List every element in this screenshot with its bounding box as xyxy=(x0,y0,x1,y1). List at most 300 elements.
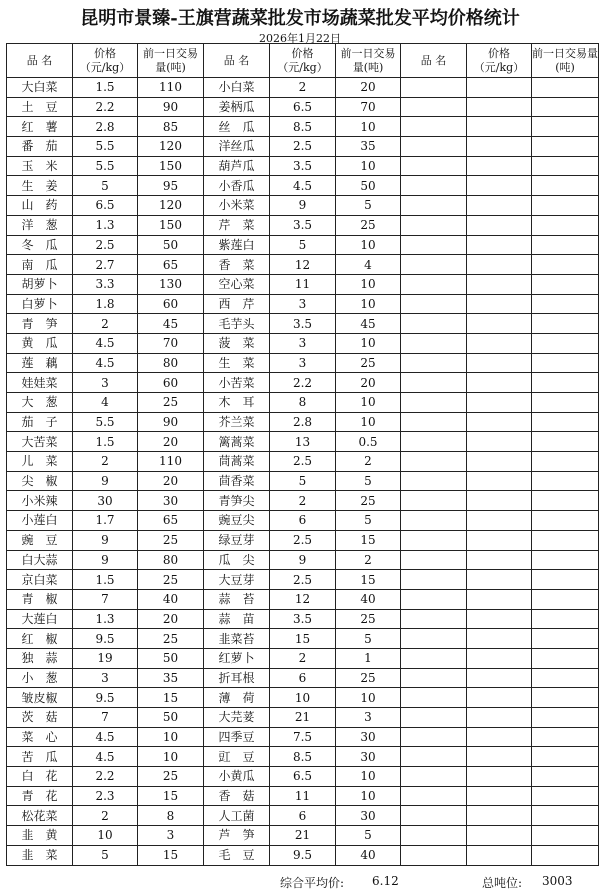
table-row xyxy=(7,570,599,590)
cell-name-2: 小米菜 xyxy=(204,196,270,216)
cell-volume-1: 45 xyxy=(138,314,204,334)
cell-volume-1: 65 xyxy=(138,255,204,275)
cell-volume-1: 130 xyxy=(138,274,204,294)
cell-volume-1: 15 xyxy=(138,786,204,806)
cell-empty-3 xyxy=(532,747,599,767)
table-body xyxy=(7,78,599,866)
table-row xyxy=(7,412,599,432)
table-row xyxy=(7,235,599,255)
cell-price-1: 4.5 xyxy=(73,727,138,747)
header-price-1: 价格（元/kg） xyxy=(73,44,138,78)
cell-price-2: 2 xyxy=(270,78,336,98)
cell-volume-1: 25 xyxy=(138,629,204,649)
cell-price-2: 6 xyxy=(270,806,336,826)
cell-volume-1: 60 xyxy=(138,294,204,314)
cell-name-1: 番 茄 xyxy=(7,137,73,157)
cell-volume-2: 5 xyxy=(336,511,401,531)
cell-name-1: 大莲白 xyxy=(7,609,73,629)
cell-volume-2: 0.5 xyxy=(336,432,401,452)
cell-empty-3 xyxy=(467,570,532,590)
cell-volume-2: 4 xyxy=(336,255,401,275)
cell-empty-3 xyxy=(401,491,467,511)
cell-empty-3 xyxy=(532,629,599,649)
cell-name-1: 青 笋 xyxy=(7,314,73,334)
cell-name-2: 茴香菜 xyxy=(204,471,270,491)
cell-empty-3 xyxy=(401,393,467,413)
cell-empty-3 xyxy=(467,412,532,432)
cell-price-1: 2 xyxy=(73,314,138,334)
cell-name-1: 皱皮椒 xyxy=(7,688,73,708)
cell-name-1: 山 药 xyxy=(7,196,73,216)
cell-empty-3 xyxy=(401,294,467,314)
cell-price-1: 5 xyxy=(73,845,138,865)
cell-volume-2: 5 xyxy=(336,826,401,846)
cell-name-2: 大芫荽 xyxy=(204,708,270,728)
cell-price-1: 2 xyxy=(73,806,138,826)
cell-price-2: 9.5 xyxy=(270,845,336,865)
cell-name-2: 篱蒿菜 xyxy=(204,432,270,452)
cell-name-1: 南 瓜 xyxy=(7,255,73,275)
cell-empty-3 xyxy=(467,452,532,472)
cell-price-1: 5.5 xyxy=(73,412,138,432)
table-row xyxy=(7,668,599,688)
cell-name-2: 木 耳 xyxy=(204,393,270,413)
table-row xyxy=(7,550,599,570)
cell-price-2: 9 xyxy=(270,550,336,570)
cell-empty-3 xyxy=(401,786,467,806)
cell-volume-1: 50 xyxy=(138,235,204,255)
cell-name-1: 韭 菜 xyxy=(7,845,73,865)
cell-price-1: 2.2 xyxy=(73,767,138,787)
cell-name-1: 娃娃菜 xyxy=(7,373,73,393)
cell-name-2: 折耳根 xyxy=(204,668,270,688)
cell-price-1: 19 xyxy=(73,648,138,668)
cell-empty-3 xyxy=(467,373,532,393)
cell-price-2: 2.5 xyxy=(270,530,336,550)
cell-empty-3 xyxy=(467,274,532,294)
cell-empty-3 xyxy=(401,373,467,393)
cell-empty-3 xyxy=(532,333,599,353)
cell-price-2: 12 xyxy=(270,589,336,609)
cell-empty-3 xyxy=(467,609,532,629)
cell-price-1: 2.8 xyxy=(73,117,138,137)
cell-name-1: 独 蒜 xyxy=(7,648,73,668)
table-header-row xyxy=(7,44,599,78)
cell-empty-3 xyxy=(467,668,532,688)
cell-empty-3 xyxy=(401,196,467,216)
cell-empty-3 xyxy=(532,806,599,826)
header-name-3: 品 名 xyxy=(401,44,467,78)
cell-name-2: 芹 菜 xyxy=(204,215,270,235)
cell-volume-2: 10 xyxy=(336,117,401,137)
cell-volume-1: 30 xyxy=(138,491,204,511)
cell-name-2: 豇 豆 xyxy=(204,747,270,767)
cell-empty-3 xyxy=(401,688,467,708)
table-row xyxy=(7,294,599,314)
cell-price-2: 2 xyxy=(270,491,336,511)
header-name-2: 品 名 xyxy=(204,44,270,78)
cell-name-2: 葫芦瓜 xyxy=(204,156,270,176)
table-row xyxy=(7,826,599,846)
cell-name-1: 洋 葱 xyxy=(7,215,73,235)
cell-volume-1: 120 xyxy=(138,137,204,157)
cell-empty-3 xyxy=(401,274,467,294)
cell-volume-1: 20 xyxy=(138,471,204,491)
cell-empty-3 xyxy=(401,668,467,688)
cell-empty-3 xyxy=(532,708,599,728)
cell-name-1: 胡萝卜 xyxy=(7,274,73,294)
cell-name-1: 白 花 xyxy=(7,767,73,787)
cell-empty-3 xyxy=(401,353,467,373)
cell-name-2: 生 菜 xyxy=(204,353,270,373)
cell-empty-3 xyxy=(467,156,532,176)
cell-volume-2: 20 xyxy=(336,78,401,98)
cell-price-2: 6 xyxy=(270,511,336,531)
table-row xyxy=(7,314,599,334)
cell-volume-1: 25 xyxy=(138,393,204,413)
cell-empty-3 xyxy=(401,806,467,826)
cell-volume-2: 15 xyxy=(336,570,401,590)
cell-price-1: 2.5 xyxy=(73,235,138,255)
cell-volume-2: 3 xyxy=(336,708,401,728)
cell-volume-2: 25 xyxy=(336,491,401,511)
cell-volume-2: 70 xyxy=(336,97,401,117)
cell-volume-1: 80 xyxy=(138,353,204,373)
cell-empty-3 xyxy=(467,314,532,334)
average-price-label: 综合平均价: xyxy=(280,876,345,890)
cell-price-2: 3 xyxy=(270,333,336,353)
cell-volume-2: 10 xyxy=(336,412,401,432)
cell-price-2: 2.5 xyxy=(270,452,336,472)
cell-price-2: 3 xyxy=(270,294,336,314)
cell-name-2: 紫莲白 xyxy=(204,235,270,255)
cell-empty-3 xyxy=(401,589,467,609)
cell-empty-3 xyxy=(467,215,532,235)
cell-empty-3 xyxy=(401,452,467,472)
cell-price-2: 2.5 xyxy=(270,570,336,590)
cell-empty-3 xyxy=(401,511,467,531)
cell-empty-3 xyxy=(532,412,599,432)
cell-price-2: 3.5 xyxy=(270,314,336,334)
cell-empty-3 xyxy=(532,393,599,413)
cell-empty-3 xyxy=(532,786,599,806)
cell-empty-3 xyxy=(532,471,599,491)
cell-empty-3 xyxy=(467,255,532,275)
cell-empty-3 xyxy=(532,97,599,117)
table-row xyxy=(7,156,599,176)
cell-empty-3 xyxy=(467,511,532,531)
cell-empty-3 xyxy=(532,373,599,393)
cell-volume-1: 85 xyxy=(138,117,204,137)
cell-empty-3 xyxy=(401,412,467,432)
cell-volume-2: 2 xyxy=(336,452,401,472)
cell-volume-2: 40 xyxy=(336,589,401,609)
table-row xyxy=(7,117,599,137)
table-row xyxy=(7,255,599,275)
cell-volume-1: 60 xyxy=(138,373,204,393)
cell-name-1: 冬 瓜 xyxy=(7,235,73,255)
table-row xyxy=(7,333,599,353)
cell-name-1: 生 姜 xyxy=(7,176,73,196)
cell-name-2: 丝 瓜 xyxy=(204,117,270,137)
cell-volume-2: 10 xyxy=(336,156,401,176)
cell-volume-1: 20 xyxy=(138,432,204,452)
table-row xyxy=(7,688,599,708)
cell-price-2: 12 xyxy=(270,255,336,275)
cell-volume-2: 5 xyxy=(336,629,401,649)
cell-price-1: 3 xyxy=(73,668,138,688)
cell-price-1: 9 xyxy=(73,530,138,550)
cell-price-2: 6.5 xyxy=(270,97,336,117)
cell-volume-1: 3 xyxy=(138,826,204,846)
table-row xyxy=(7,727,599,747)
cell-price-2: 8 xyxy=(270,393,336,413)
cell-volume-1: 10 xyxy=(138,727,204,747)
cell-volume-2: 45 xyxy=(336,314,401,334)
cell-volume-1: 25 xyxy=(138,767,204,787)
cell-price-1: 5.5 xyxy=(73,137,138,157)
cell-name-1: 红 薯 xyxy=(7,117,73,137)
cell-empty-3 xyxy=(401,137,467,157)
cell-empty-3 xyxy=(401,97,467,117)
cell-price-1: 2 xyxy=(73,452,138,472)
cell-empty-3 xyxy=(401,176,467,196)
cell-empty-3 xyxy=(532,668,599,688)
cell-empty-3 xyxy=(467,393,532,413)
cell-empty-3 xyxy=(467,629,532,649)
cell-empty-3 xyxy=(532,353,599,373)
cell-volume-1: 150 xyxy=(138,215,204,235)
table-row xyxy=(7,452,599,472)
table-row xyxy=(7,767,599,787)
cell-price-2: 6 xyxy=(270,668,336,688)
cell-empty-3 xyxy=(467,589,532,609)
cell-empty-3 xyxy=(467,176,532,196)
table-row xyxy=(7,353,599,373)
cell-volume-2: 25 xyxy=(336,215,401,235)
table-row xyxy=(7,373,599,393)
header-price-2: 价格（元/kg） xyxy=(270,44,336,78)
cell-name-2: 菠 菜 xyxy=(204,333,270,353)
table-row xyxy=(7,471,599,491)
cell-empty-3 xyxy=(467,806,532,826)
cell-volume-2: 2 xyxy=(336,550,401,570)
table-row xyxy=(7,137,599,157)
cell-price-1: 4.5 xyxy=(73,333,138,353)
cell-name-2: 蒜 苔 xyxy=(204,589,270,609)
cell-empty-3 xyxy=(467,117,532,137)
cell-volume-2: 50 xyxy=(336,176,401,196)
cell-empty-3 xyxy=(401,708,467,728)
cell-price-1: 1.3 xyxy=(73,609,138,629)
cell-empty-3 xyxy=(401,845,467,865)
cell-name-1: 茄 子 xyxy=(7,412,73,432)
cell-empty-3 xyxy=(401,314,467,334)
cell-name-1: 苦 瓜 xyxy=(7,747,73,767)
cell-price-1: 6.5 xyxy=(73,196,138,216)
cell-price-1: 30 xyxy=(73,491,138,511)
cell-name-2: 韭菜苔 xyxy=(204,629,270,649)
cell-volume-2: 10 xyxy=(336,688,401,708)
cell-volume-2: 10 xyxy=(336,294,401,314)
cell-name-1: 大白菜 xyxy=(7,78,73,98)
report-date: 2026年1月22日 xyxy=(259,32,341,45)
cell-empty-3 xyxy=(467,786,532,806)
cell-empty-3 xyxy=(467,78,532,98)
cell-empty-3 xyxy=(467,550,532,570)
cell-volume-1: 35 xyxy=(138,668,204,688)
cell-volume-1: 70 xyxy=(138,333,204,353)
cell-volume-2: 10 xyxy=(336,274,401,294)
cell-empty-3 xyxy=(532,845,599,865)
cell-empty-3 xyxy=(401,117,467,137)
cell-price-2: 2.2 xyxy=(270,373,336,393)
cell-price-2: 6.5 xyxy=(270,767,336,787)
cell-empty-3 xyxy=(532,688,599,708)
cell-price-1: 10 xyxy=(73,826,138,846)
cell-empty-3 xyxy=(467,708,532,728)
table-row xyxy=(7,629,599,649)
cell-empty-3 xyxy=(401,333,467,353)
cell-volume-2: 15 xyxy=(336,530,401,550)
cell-name-1: 京白菜 xyxy=(7,570,73,590)
cell-empty-3 xyxy=(401,648,467,668)
cell-price-2: 5 xyxy=(270,235,336,255)
cell-volume-2: 25 xyxy=(336,353,401,373)
cell-volume-1: 25 xyxy=(138,570,204,590)
cell-empty-3 xyxy=(467,353,532,373)
cell-empty-3 xyxy=(467,333,532,353)
cell-name-1: 大 葱 xyxy=(7,393,73,413)
cell-volume-1: 15 xyxy=(138,688,204,708)
header-volume-3: 前一日交易量(吨) xyxy=(532,44,599,78)
cell-price-1: 2.3 xyxy=(73,786,138,806)
cell-empty-3 xyxy=(532,570,599,590)
cell-volume-1: 15 xyxy=(138,845,204,865)
cell-name-1: 松花菜 xyxy=(7,806,73,826)
cell-empty-3 xyxy=(532,491,599,511)
cell-name-2: 红萝卜 xyxy=(204,648,270,668)
cell-price-1: 1.3 xyxy=(73,215,138,235)
cell-empty-3 xyxy=(532,274,599,294)
cell-price-2: 11 xyxy=(270,274,336,294)
header-name-1: 品 名 xyxy=(7,44,73,78)
cell-price-1: 4 xyxy=(73,393,138,413)
cell-volume-2: 25 xyxy=(336,668,401,688)
cell-price-2: 5 xyxy=(270,471,336,491)
cell-name-2: 瓜 尖 xyxy=(204,550,270,570)
cell-empty-3 xyxy=(467,826,532,846)
cell-empty-3 xyxy=(532,826,599,846)
total-tonnage-label: 总吨位: xyxy=(482,876,523,890)
cell-price-2: 3.5 xyxy=(270,156,336,176)
cell-name-1: 尖 椒 xyxy=(7,471,73,491)
cell-price-1: 2.7 xyxy=(73,255,138,275)
cell-price-1: 9.5 xyxy=(73,688,138,708)
cell-name-2: 茼蒿菜 xyxy=(204,452,270,472)
cell-name-2: 青笋尖 xyxy=(204,491,270,511)
table-row xyxy=(7,708,599,728)
cell-empty-3 xyxy=(532,78,599,98)
cell-name-1: 莲 藕 xyxy=(7,353,73,373)
cell-empty-3 xyxy=(467,688,532,708)
cell-price-1: 9 xyxy=(73,471,138,491)
cell-volume-1: 110 xyxy=(138,452,204,472)
cell-volume-1: 150 xyxy=(138,156,204,176)
cell-price-1: 1.8 xyxy=(73,294,138,314)
cell-name-2: 四季豆 xyxy=(204,727,270,747)
cell-price-2: 7.5 xyxy=(270,727,336,747)
cell-name-1: 青 椒 xyxy=(7,589,73,609)
cell-price-1: 7 xyxy=(73,589,138,609)
cell-price-1: 1.5 xyxy=(73,570,138,590)
cell-volume-2: 5 xyxy=(336,196,401,216)
table-row xyxy=(7,786,599,806)
cell-empty-3 xyxy=(532,648,599,668)
cell-volume-1: 50 xyxy=(138,708,204,728)
cell-name-2: 薄 荷 xyxy=(204,688,270,708)
cell-empty-3 xyxy=(532,255,599,275)
cell-empty-3 xyxy=(532,452,599,472)
cell-price-2: 8.5 xyxy=(270,117,336,137)
cell-empty-3 xyxy=(401,629,467,649)
cell-empty-3 xyxy=(532,727,599,747)
cell-volume-2: 30 xyxy=(336,747,401,767)
table-row xyxy=(7,511,599,531)
cell-name-2: 香 菜 xyxy=(204,255,270,275)
cell-price-2: 2.5 xyxy=(270,137,336,157)
cell-volume-1: 40 xyxy=(138,589,204,609)
cell-volume-2: 10 xyxy=(336,235,401,255)
cell-price-1: 5.5 xyxy=(73,156,138,176)
cell-price-2: 21 xyxy=(270,708,336,728)
cell-name-1: 小 葱 xyxy=(7,668,73,688)
cell-empty-3 xyxy=(467,845,532,865)
cell-empty-3 xyxy=(467,530,532,550)
table-row xyxy=(7,609,599,629)
average-price-value: 6.12 xyxy=(372,874,399,888)
cell-name-2: 人工菌 xyxy=(204,806,270,826)
cell-name-1: 菜 心 xyxy=(7,727,73,747)
cell-empty-3 xyxy=(532,550,599,570)
cell-name-1: 土 豆 xyxy=(7,97,73,117)
cell-empty-3 xyxy=(401,255,467,275)
cell-price-2: 3.5 xyxy=(270,215,336,235)
cell-price-1: 5 xyxy=(73,176,138,196)
cell-volume-1: 120 xyxy=(138,196,204,216)
cell-volume-2: 1 xyxy=(336,648,401,668)
cell-volume-1: 20 xyxy=(138,609,204,629)
cell-empty-3 xyxy=(467,196,532,216)
cell-name-2: 芦 笋 xyxy=(204,826,270,846)
table-row xyxy=(7,97,599,117)
cell-empty-3 xyxy=(401,215,467,235)
cell-volume-1: 25 xyxy=(138,530,204,550)
cell-empty-3 xyxy=(401,550,467,570)
table-row xyxy=(7,589,599,609)
cell-empty-3 xyxy=(401,609,467,629)
cell-empty-3 xyxy=(532,511,599,531)
cell-volume-2: 40 xyxy=(336,845,401,865)
cell-empty-3 xyxy=(467,747,532,767)
cell-empty-3 xyxy=(401,826,467,846)
cell-volume-2: 30 xyxy=(336,727,401,747)
cell-empty-3 xyxy=(467,294,532,314)
cell-empty-3 xyxy=(467,648,532,668)
cell-name-2: 洋丝瓜 xyxy=(204,137,270,157)
cell-price-2: 13 xyxy=(270,432,336,452)
cell-price-2: 3.5 xyxy=(270,609,336,629)
